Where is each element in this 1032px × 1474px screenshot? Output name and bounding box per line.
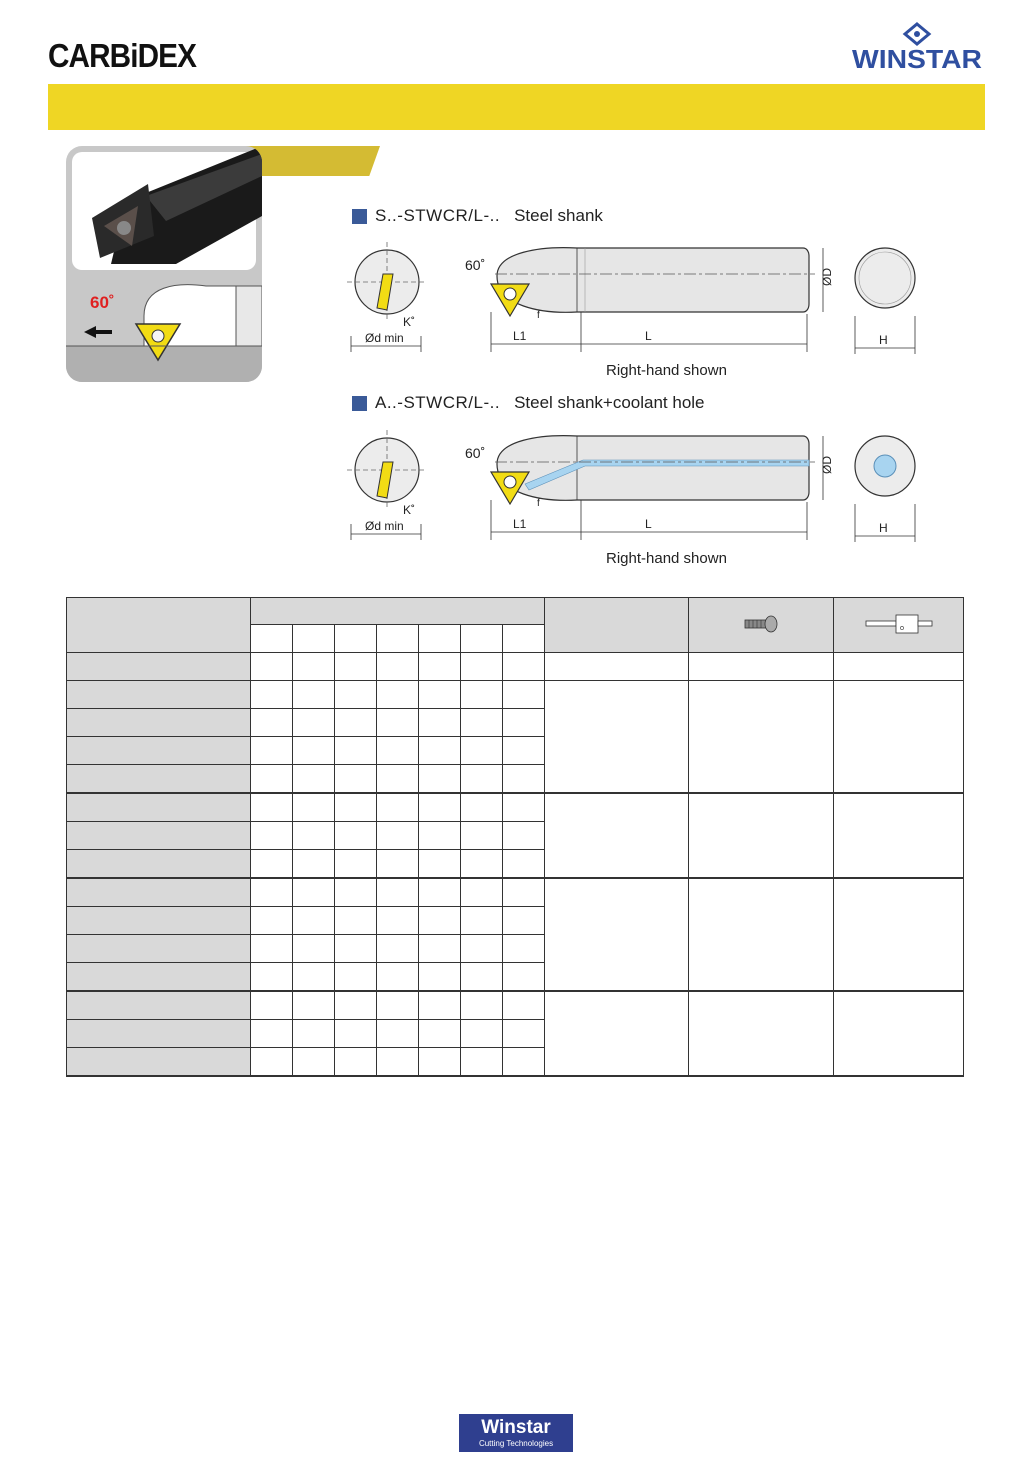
subheader-cell — [377, 625, 419, 653]
designation-cell — [67, 822, 251, 850]
header-designation — [67, 598, 251, 653]
subheader-cell — [503, 625, 545, 653]
dimension-cell — [503, 737, 545, 765]
dimension-cell — [377, 822, 419, 850]
dimension-cell — [461, 1048, 503, 1077]
dimension-cell — [419, 963, 461, 992]
dimension-cell — [251, 991, 293, 1020]
dimension-cell — [377, 681, 419, 709]
insert-cell — [545, 793, 689, 878]
dimension-cell — [419, 765, 461, 794]
winstar-logo — [848, 22, 986, 72]
dimension-cell — [293, 822, 335, 850]
v1-f-label: f — [537, 310, 540, 321]
dimension-cell — [461, 709, 503, 737]
dimension-cell — [377, 935, 419, 963]
legend-square-icon — [352, 396, 367, 411]
dimension-cell — [503, 935, 545, 963]
variant-1-description: Steel shank — [514, 206, 603, 225]
dimension-cell — [377, 907, 419, 935]
dimension-cell — [293, 878, 335, 907]
dimension-cell — [419, 991, 461, 1020]
key-icon — [864, 613, 934, 635]
variant-2-caption: Right-hand shown — [606, 550, 727, 567]
v2-l-label: L — [645, 517, 652, 531]
dimension-cell — [503, 878, 545, 907]
dimension-cell — [461, 765, 503, 794]
dimension-cell — [377, 963, 419, 992]
key-cell — [834, 878, 964, 991]
dimension-cell — [335, 765, 377, 794]
dimension-cell — [293, 765, 335, 794]
dimension-cell — [377, 991, 419, 1020]
dimension-cell — [335, 793, 377, 822]
dimension-cell — [461, 963, 503, 992]
insert-cell — [545, 991, 689, 1076]
dimension-cell — [335, 681, 377, 709]
product-photo-card — [66, 146, 262, 382]
dimension-cell — [251, 878, 293, 907]
dimension-cell — [293, 907, 335, 935]
dimension-cell — [251, 737, 293, 765]
insert-cell — [545, 878, 689, 991]
dimension-cell — [503, 793, 545, 822]
variant-1-diagram — [345, 236, 925, 367]
carbidex-logo — [48, 38, 198, 72]
dimension-cell — [461, 1020, 503, 1048]
dimension-cell — [335, 822, 377, 850]
variant-2-code: A..-STWCR/L-.. — [375, 393, 501, 412]
v1-l-label: L — [645, 329, 652, 343]
dimension-cell — [461, 878, 503, 907]
designation-cell — [67, 850, 251, 879]
key-cell — [834, 793, 964, 878]
dimension-cell — [419, 681, 461, 709]
designation-cell — [67, 1048, 251, 1077]
designation-cell — [67, 1020, 251, 1048]
dimension-cell — [419, 793, 461, 822]
photo-angle-label: 60˚ — [90, 293, 115, 312]
dimension-cell — [503, 850, 545, 879]
v2-dmin-label: Ød min — [365, 519, 404, 533]
screw-cell — [689, 991, 834, 1076]
v2-od-label: ØD — [820, 456, 834, 474]
dimension-cell — [419, 907, 461, 935]
dimension-cell — [503, 822, 545, 850]
variant-1-caption: Right-hand shown — [606, 362, 727, 379]
screw-icon — [741, 614, 781, 634]
table-row — [67, 681, 964, 709]
variant-1-legend — [352, 206, 603, 226]
dimension-cell — [251, 850, 293, 879]
dimension-cell — [293, 850, 335, 879]
dimension-cell — [377, 709, 419, 737]
dimension-cell — [461, 822, 503, 850]
dimension-cell — [251, 709, 293, 737]
designation-cell — [67, 907, 251, 935]
header-insert — [545, 598, 689, 653]
header-screw — [689, 598, 834, 653]
subheader-cell — [293, 625, 335, 653]
dimension-cell — [503, 1048, 545, 1077]
dimension-cell — [335, 878, 377, 907]
key-cell — [834, 991, 964, 1076]
dimension-cell — [293, 935, 335, 963]
dimension-cell — [503, 963, 545, 992]
v1-l1-label: L1 — [513, 329, 527, 343]
v1-k-label: K˚ — [403, 315, 415, 329]
dimension-cell — [335, 737, 377, 765]
dimension-cell — [419, 850, 461, 879]
insert-cell — [545, 681, 689, 794]
key-cell — [834, 681, 964, 794]
dimension-cell — [503, 1020, 545, 1048]
dimension-cell — [251, 935, 293, 963]
dimension-cell — [419, 709, 461, 737]
designation-cell — [67, 681, 251, 709]
v1-od-label: ØD — [820, 268, 834, 286]
header-dimensions — [251, 598, 545, 625]
dimension-cell — [461, 991, 503, 1020]
v2-angle-label: 60˚ — [465, 445, 486, 461]
dimension-cell — [293, 991, 335, 1020]
dimension-cell — [251, 765, 293, 794]
dimension-cell — [251, 822, 293, 850]
dimension-cell — [377, 878, 419, 907]
v1-angle-label: 60˚ — [465, 257, 486, 273]
dimension-cell — [503, 991, 545, 1020]
dimension-cell — [419, 935, 461, 963]
dimension-cell — [293, 709, 335, 737]
dimension-cell — [335, 963, 377, 992]
dimension-cell — [461, 935, 503, 963]
spec-table — [66, 597, 964, 1077]
subheader-cell — [419, 625, 461, 653]
dimension-cell — [377, 1048, 419, 1077]
dimension-cell — [377, 1020, 419, 1048]
screw-cell — [689, 793, 834, 878]
table-header-row — [67, 598, 964, 625]
brand-right-text: WINSTAR — [852, 44, 983, 72]
v2-l1-label: L1 — [513, 517, 527, 531]
designation-cell — [67, 991, 251, 1020]
screw-cell — [689, 878, 834, 991]
dimension-cell — [419, 1020, 461, 1048]
variant-2-diagram — [345, 424, 925, 555]
dimension-cell — [503, 681, 545, 709]
subheader-cell — [251, 625, 293, 653]
dimension-cell — [293, 1020, 335, 1048]
dimension-cell — [377, 765, 419, 794]
subheader-cell — [335, 625, 377, 653]
dimension-cell — [335, 709, 377, 737]
dimension-cell — [419, 1048, 461, 1077]
dimension-cell — [377, 737, 419, 765]
dimension-cell — [335, 907, 377, 935]
table-row — [67, 878, 964, 907]
v1-dmin-label: Ød min — [365, 331, 404, 345]
designation-cell — [67, 935, 251, 963]
designation-cell — [67, 709, 251, 737]
v1-h-label: H — [879, 333, 888, 347]
v2-f-label: f — [537, 498, 540, 509]
dimension-cell — [461, 793, 503, 822]
photo-tab — [246, 146, 380, 176]
dimension-cell — [461, 681, 503, 709]
dimension-cell — [251, 907, 293, 935]
variant-2-description: Steel shank+coolant hole — [514, 393, 705, 412]
dimension-cell — [461, 737, 503, 765]
dimension-cell — [503, 709, 545, 737]
variant-1-code: S..-STWCR/L-.. — [375, 206, 501, 225]
dimension-cell — [377, 850, 419, 879]
dimension-cell — [293, 737, 335, 765]
designation-cell — [67, 963, 251, 992]
footer-badge — [459, 1414, 573, 1452]
dimension-cell — [503, 765, 545, 794]
table-gray-row — [67, 653, 964, 681]
footer-tagline: Cutting Technologies — [478, 1439, 554, 1448]
v2-k-label: K˚ — [403, 503, 415, 517]
dimension-cell — [293, 1048, 335, 1077]
v2-h-label: H — [879, 521, 888, 535]
dimension-cell — [503, 907, 545, 935]
title-band — [48, 84, 985, 130]
subheader-cell — [461, 625, 503, 653]
dimension-cell — [419, 878, 461, 907]
dimension-cell — [251, 793, 293, 822]
designation-cell — [67, 765, 251, 794]
legend-square-icon — [352, 209, 367, 224]
dimension-cell — [251, 963, 293, 992]
screw-cell — [689, 681, 834, 794]
dimension-cell — [251, 1048, 293, 1077]
dimension-cell — [419, 822, 461, 850]
dimension-cell — [461, 850, 503, 879]
designation-cell — [67, 878, 251, 907]
dimension-cell — [335, 991, 377, 1020]
table-row — [67, 991, 964, 1020]
dimension-cell — [335, 1048, 377, 1077]
designation-cell — [67, 793, 251, 822]
dimension-cell — [293, 793, 335, 822]
table-row — [67, 793, 964, 822]
dimension-cell — [377, 793, 419, 822]
dimension-cell — [461, 907, 503, 935]
dimension-cell — [293, 681, 335, 709]
gray-cell — [67, 653, 251, 681]
header-key — [834, 598, 964, 653]
dimension-cell — [335, 850, 377, 879]
designation-cell — [67, 737, 251, 765]
dimension-cell — [251, 1020, 293, 1048]
variant-2-legend — [352, 393, 705, 413]
winstar-emblem-icon — [905, 24, 929, 44]
dimension-cell — [419, 737, 461, 765]
brand-left-text: CARBiDEX — [48, 38, 197, 72]
dimension-cell — [335, 1020, 377, 1048]
dimension-cell — [293, 963, 335, 992]
dimension-cell — [335, 935, 377, 963]
dimension-cell — [251, 681, 293, 709]
footer-name: Winstar — [481, 1417, 551, 1438]
